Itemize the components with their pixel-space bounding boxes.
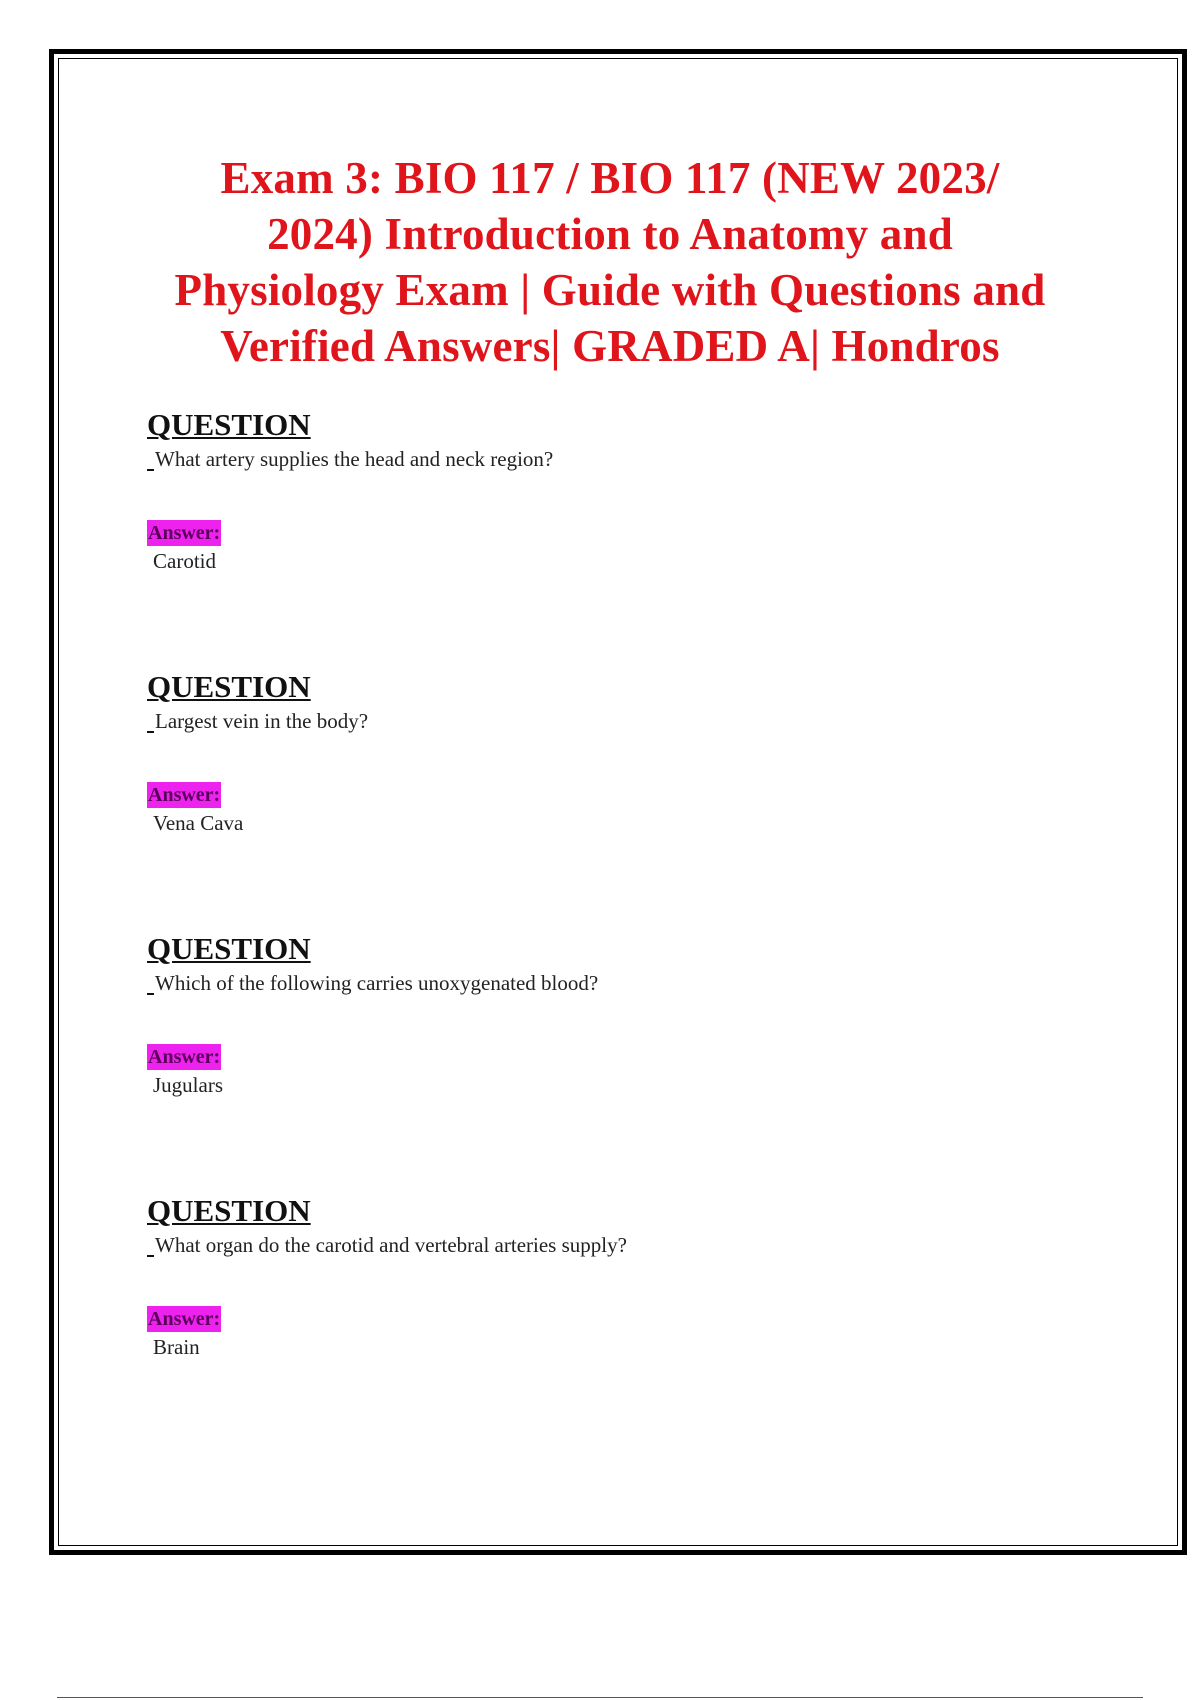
title-line: Exam 3: BIO 117 / BIO 117 (NEW 2023/	[220, 153, 1000, 203]
answer-label: Answer:	[148, 522, 221, 544]
answer-label: Answer:	[148, 1046, 221, 1068]
question-text	[147, 708, 1047, 734]
answer-text: Carotid	[153, 549, 216, 573]
question-marker	[147, 469, 154, 471]
footer-divider	[57, 1697, 1143, 1698]
title-line: Verified Answers| GRADED A| Hondros	[220, 321, 1000, 371]
qa-item	[147, 932, 1047, 1194]
question-text	[147, 970, 1047, 996]
answer-text: Jugulars	[153, 1073, 223, 1097]
qa-item	[147, 1194, 1047, 1456]
question-marker	[147, 993, 154, 995]
answer-label: Answer:	[148, 1308, 221, 1330]
question-text-value: What organ do the carotid and vertebral arteries supply?	[155, 1233, 627, 1257]
question-text	[147, 1232, 1047, 1258]
answer-label: Answer:	[148, 784, 221, 806]
question-heading: QUESTION	[147, 669, 311, 704]
question-marker	[147, 731, 154, 733]
question-text-value: Which of the following carries unoxygenated blood?	[155, 971, 599, 995]
question-heading: QUESTION	[147, 407, 311, 442]
question-heading: QUESTION	[147, 1193, 311, 1228]
question-marker	[147, 1255, 154, 1257]
question-text	[147, 446, 1047, 472]
qa-item	[147, 670, 1047, 932]
document-title	[110, 150, 1110, 374]
title-line: Physiology Exam | Guide with Questions and	[174, 265, 1046, 315]
question-text-value: Largest vein in the body?	[155, 709, 369, 733]
question-text-value: What artery supplies the head and neck region?	[155, 447, 554, 471]
answer-text: Vena Cava	[153, 811, 244, 835]
qa-item	[147, 408, 1047, 670]
answer-text: Brain	[153, 1335, 200, 1359]
question-heading: QUESTION	[147, 931, 311, 966]
title-line: 2024) Introduction to Anatomy and	[267, 209, 953, 259]
qa-list	[147, 408, 1047, 1456]
